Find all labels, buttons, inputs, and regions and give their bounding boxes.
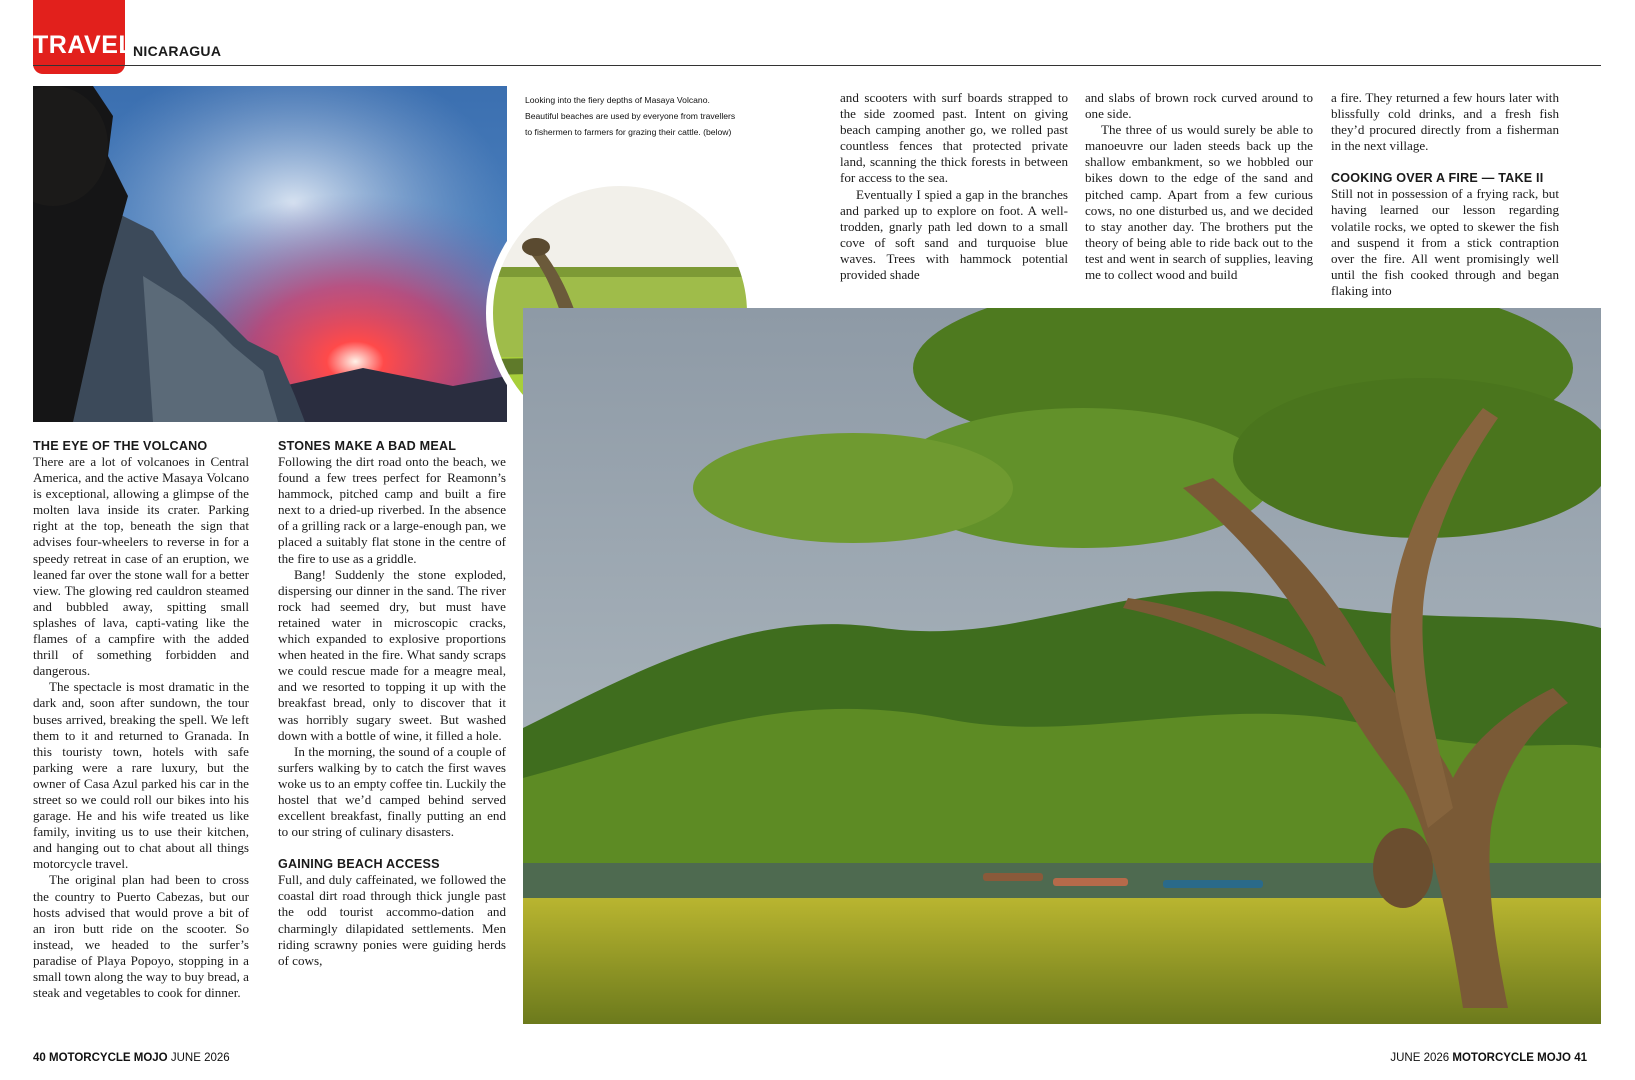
article-column-1 <box>33 438 249 1001</box>
paragraph: The spectacle is most dramatic in the dark and, soon after sundown, the tour buses arrived, breaking the spell. We left them to it and returned to Granada. In this touristy town, hotels with safe parking were a rare luxury, but the owner of Casa Azul parked his car in the street so we could roll our bikes into his garage. He and his wife treated us like family, inviting us to use their kitchen, and hanging out to chat about all things motorcycle travel. <box>33 679 249 872</box>
section-tag <box>33 0 135 74</box>
subheading-stones-make-a-bad-meal: STONES MAKE A BAD MEAL <box>278 439 457 453</box>
section-tag-label: TRAVEL <box>33 31 135 59</box>
paragraph: Eventually I spied a gap in the branches and parked up to explore on foot. A well-trodden, gnarly path led down to a small cove of soft sand and turquoise blue waves. Trees with hammock potential provided shade <box>840 186 1068 283</box>
paragraph: The original plan had been to cross the country to Puerto Cabezas, but our hosts advised that would prove a bit of an iron butt ride on the scooter. So instead, we headed to the surfer’s paradise of Playa Popoyo, stopping in a small town along the way to buy bread, a steak and vegetables to cook for dinner. <box>33 872 249 1001</box>
magazine-name-left: MOTORCYCLE MOJO <box>49 1052 168 1064</box>
footer-right <box>1390 1052 1587 1064</box>
article-column-5 <box>1331 90 1559 299</box>
paragraph: The three of us would surely be able to manoeuvre our laden steeds back up the shallow embankment, so we hobbled our bikes down to the edge of the sand and pitched camp. Apart from a few curious cows, no one disturbed us, and we decided to stay another day. The brothers put the theory of being able to ride back out to the test and went in search of supplies, leaving me to collect wood and build <box>1085 122 1313 283</box>
paragraph: There are a lot of volcanoes in Central America, and the active Masaya Volcano is exceptional, allowing a glimpse of the molten lava inside its crater. Parking right at the top, beneath the sign that advises four-wheelers to reverse in for a speedy retreat in case of an eruption, we leaned far over the stone wall for a better view. The glowing red cauldron steamed and bubbled away, spitting small splashes of lava, capti-vating like the flames of a campfire with the added thrill of something forbidden and dangerous. <box>33 454 249 679</box>
magazine-name-right: MOTORCYCLE MOJO <box>1452 1052 1571 1064</box>
photo-caption: Looking into the fiery depths of Masaya Volcano. Beautiful beaches are used by everyone from travellers to fishermen to farmers for grazing their cattle. (below) <box>525 95 736 137</box>
paragraph: and slabs of brown rock curved around to one side. <box>1085 90 1313 122</box>
section-title: NICARAGUA <box>133 43 222 59</box>
volcano-photo <box>33 86 507 422</box>
header-rule <box>33 65 1601 66</box>
issue-date-left: JUNE 2026 <box>170 1052 230 1064</box>
paragraph: Still not in possession of a frying rack, but having learned our lesson regarding volatile rocks, we opted to skewer the fish and suspend it from a stick contraption over the fire. All went promisingly well until the fish cooked through and began flaking into <box>1331 186 1559 298</box>
article-column-2 <box>278 438 506 969</box>
article-column-4 <box>1085 90 1313 283</box>
paragraph: Bang! Suddenly the stone exploded, dispersing our dinner in the sand. The river rock had seemed dry, but must have retained water in microscopic cracks, which expanded to explosive proportions when heated in the fire. What sandy scraps we could rescue made for a meagre meal, and we resorted to topping it up with the breakfast bread, only to discover that it was horribly sugary sweet. But washed down with a bottle of wine, it filled a hole. <box>278 566 506 743</box>
subheading-eye-of-the-volcano: THE EYE OF THE VOLCANO <box>33 439 208 453</box>
page-number-right: 41 <box>1574 1052 1587 1064</box>
subheading-gaining-beach-access: GAINING BEACH ACCESS <box>278 857 440 872</box>
subheading-cooking-over-a-fire: COOKING OVER A FIRE — TAKE II <box>1331 171 1544 186</box>
paragraph: a fire. They returned a few hours later with blissfully cold drinks, and a fresh fish they’d procured directly from a fisherman in the next village. <box>1331 90 1559 154</box>
tree-photo <box>523 308 1601 1024</box>
paragraph: Following the dirt road onto the beach, we found a few trees perfect for Reamonn’s hammock, pitched camp and built a fire next to a dried-up riverbed. In the absence of a grilling rack or a large-enough pan, we placed a suitably flat stone in the centre of the fire to use as a griddle. <box>278 454 506 566</box>
footer-left <box>33 1052 230 1064</box>
page-number-left: 40 <box>33 1052 46 1064</box>
paragraph: Full, and duly caffeinated, we followed the coastal dirt road through thick jungle past the odd tourist accommo-dation and charmingly dilapidated settlements. Men riding scrawny ponies were guiding herds of cows, <box>278 872 506 968</box>
issue-date-right: JUNE 2026 <box>1390 1052 1450 1064</box>
article-column-3 <box>840 90 1068 283</box>
paragraph: and scooters with surf boards strapped to the side zoomed past. Intent on giving beach camping another go, we rolled past countless fences that protected private land, scanning the thick forests in between for access to the sea. <box>840 90 1068 186</box>
paragraph: In the morning, the sound of a couple of surfers walking by to catch the first waves woke us to an empty coffee tin. Luckily the hostel that we’d camped behind served excellent breakfast, finally putting an end to our string of culinary disasters. <box>278 743 506 840</box>
